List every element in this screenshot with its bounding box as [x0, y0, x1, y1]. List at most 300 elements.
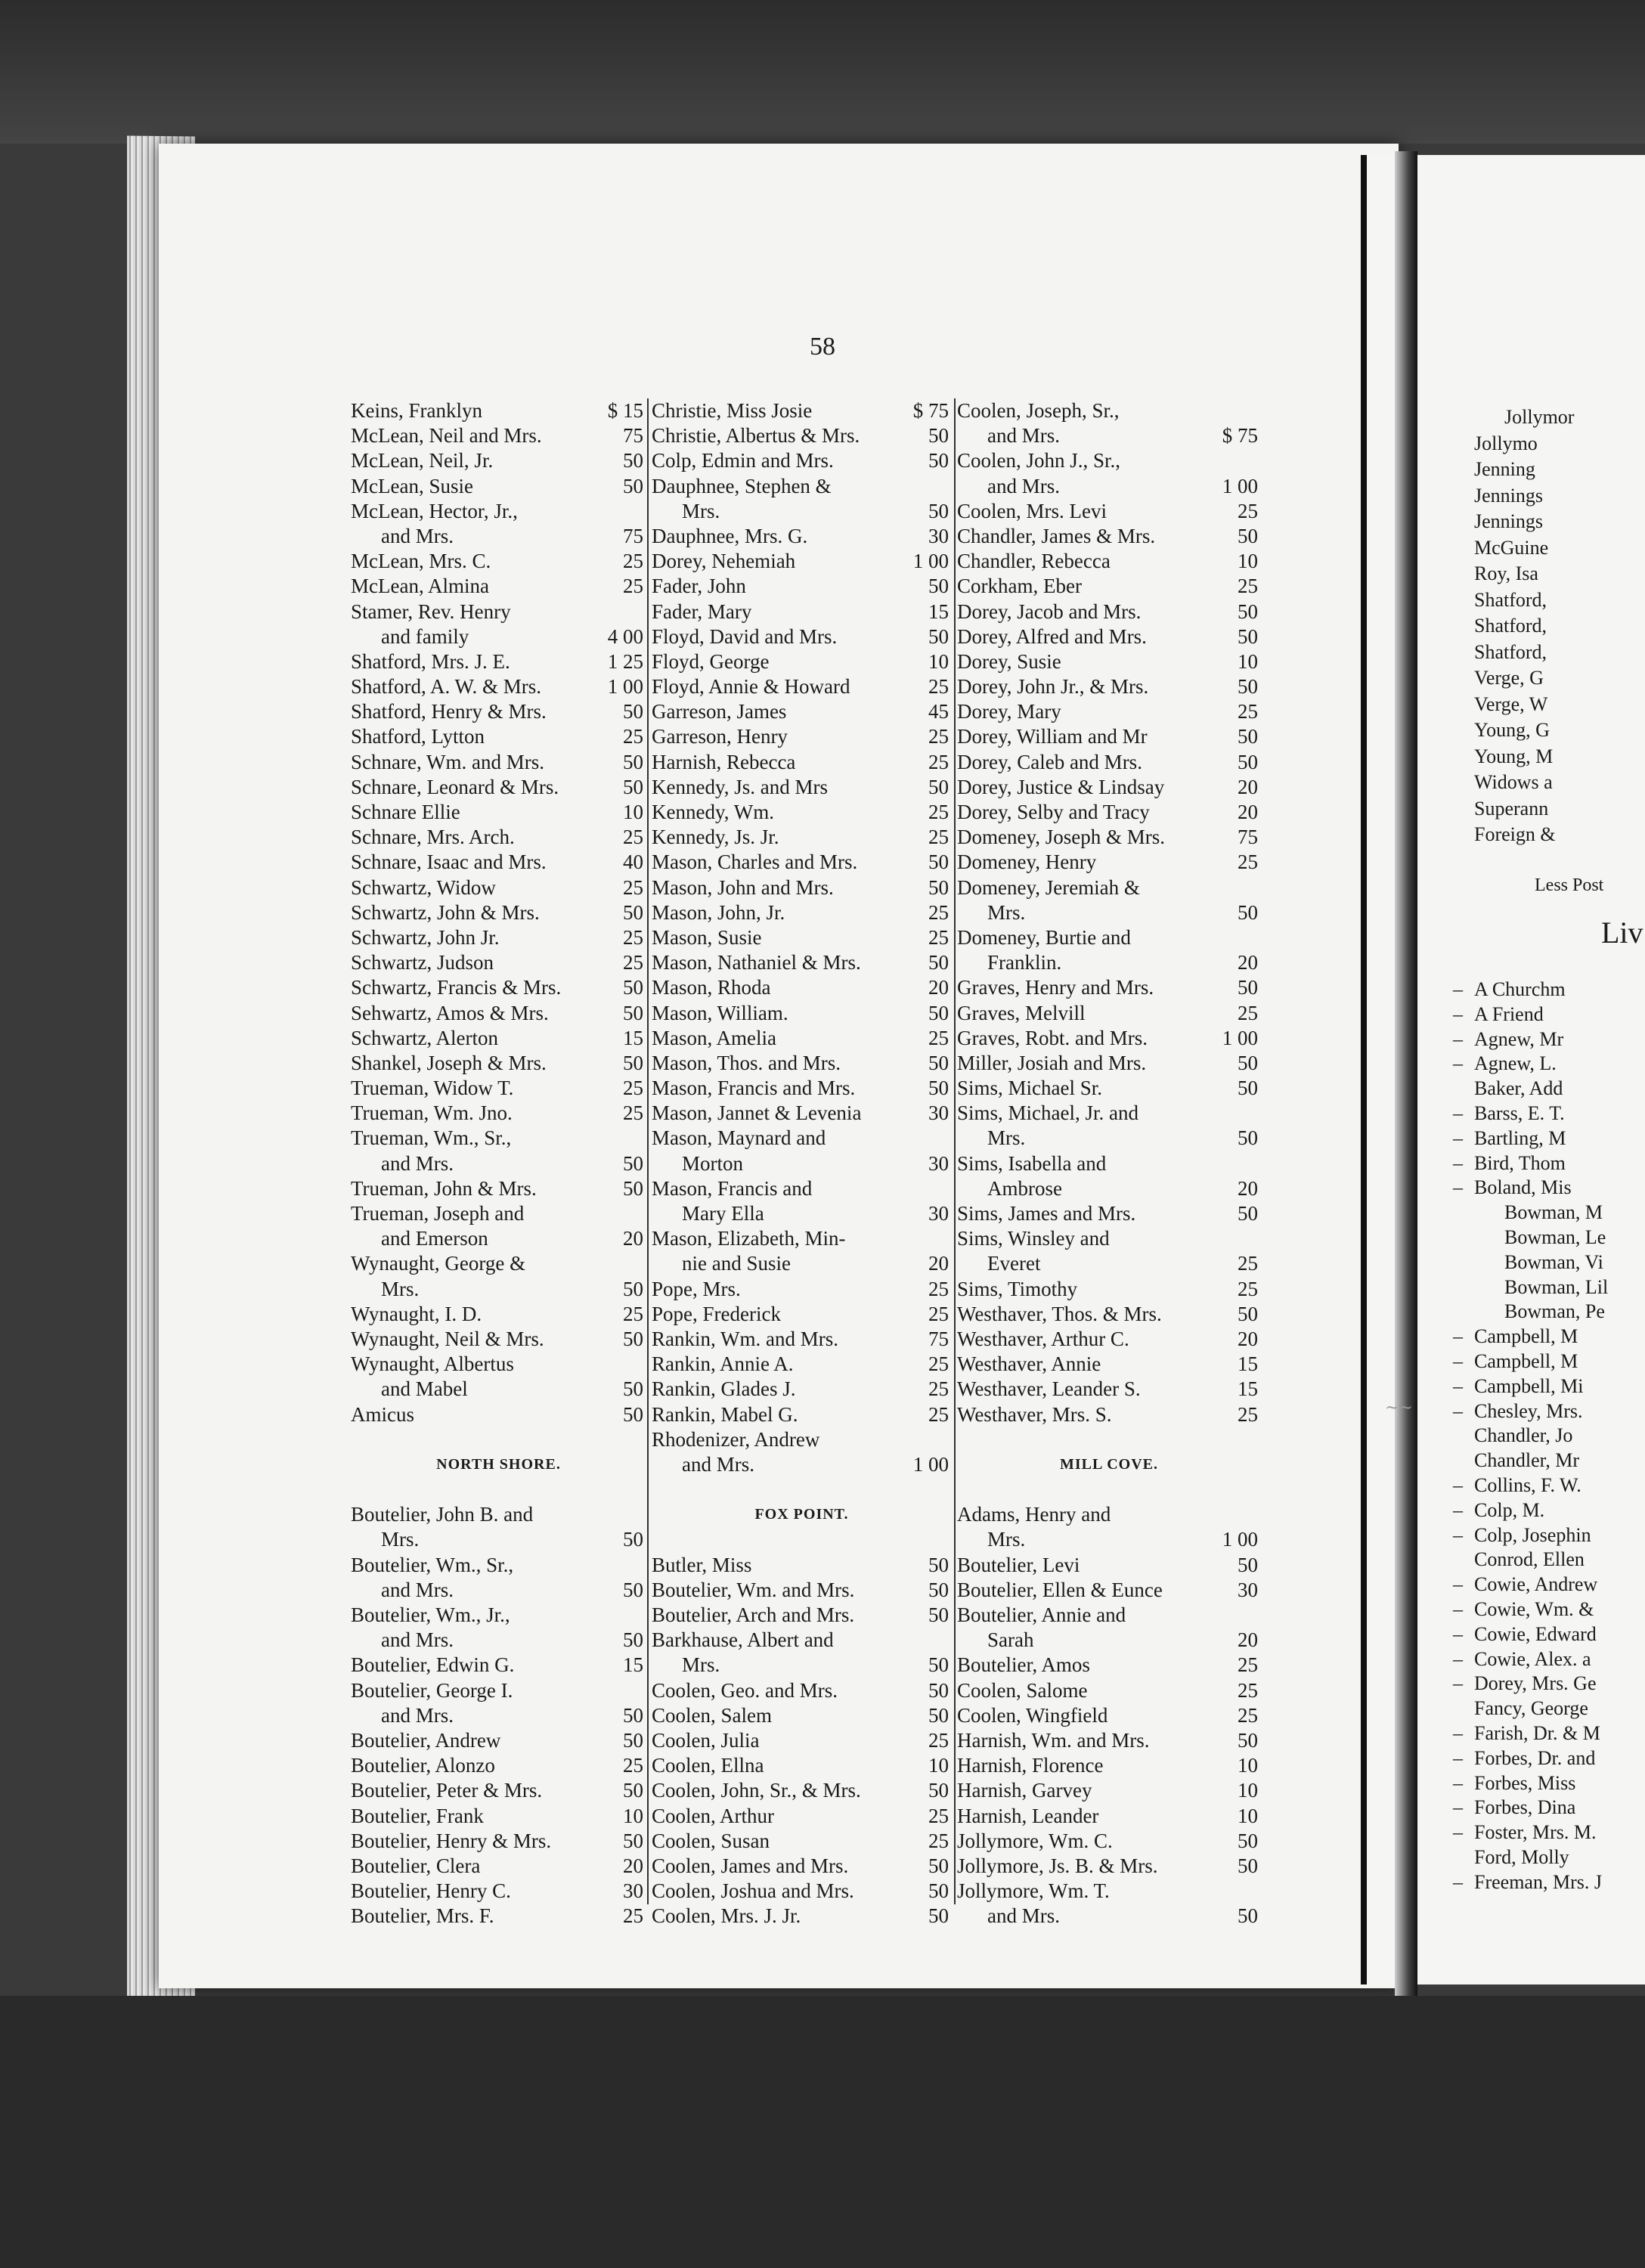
- entry-name: Domeney, Burtie and: [957, 925, 1131, 949]
- entry-amount: 25: [1238, 700, 1258, 723]
- entry-amount: 25: [928, 1377, 949, 1401]
- entry-name: Cowie, Alex. a: [1474, 1647, 1591, 1670]
- entry-name: Graves, Melvill: [957, 1001, 1086, 1024]
- entry-name: Ambrose: [987, 1176, 1062, 1200]
- entry-amount: 25: [928, 826, 949, 849]
- list-item: [957, 423, 1261, 448]
- pencil-tick-mark: –: [1453, 1176, 1463, 1199]
- list-item: [957, 1829, 1261, 1854]
- list-item: [957, 1904, 1261, 1929]
- entry-amount: 50: [623, 1377, 643, 1401]
- entry-name: Forbes, Miss: [1474, 1771, 1576, 1794]
- entry-name: Bowman, Lil: [1504, 1275, 1609, 1298]
- list-item: [957, 1026, 1261, 1051]
- entry-amount: 50: [623, 1578, 643, 1601]
- entry-amount: 50: [928, 1879, 949, 1903]
- entry-amount: 50: [928, 951, 949, 974]
- list-item: [652, 624, 952, 649]
- list-item: [351, 1226, 646, 1251]
- entry-name: Boutelier, Clera: [351, 1854, 481, 1877]
- entry-amount: 25: [928, 1277, 949, 1300]
- entry-name: Trueman, Joseph and: [351, 1202, 525, 1225]
- entry-name: Harnish, Florence: [957, 1754, 1104, 1777]
- entry-amount: 50: [623, 976, 643, 999]
- entry-amount: 10: [623, 1804, 643, 1827]
- list-item: [351, 950, 646, 975]
- entry-amount: 50: [623, 1703, 643, 1727]
- entry-amount: 50: [928, 1001, 949, 1024]
- entry-name: Harnish, Leander: [957, 1804, 1099, 1827]
- entry-name: Mason, Amelia: [652, 1026, 776, 1049]
- entry-amount: 50: [623, 1001, 643, 1024]
- list-item: [957, 1578, 1261, 1603]
- list-item: [652, 1703, 952, 1728]
- entry-name: Coolen, Joshua and Mrs.: [652, 1879, 854, 1903]
- entry-amount: 50: [1238, 624, 1258, 648]
- list-item: [652, 1026, 952, 1051]
- list-item: [652, 1477, 952, 1502]
- entry-name: Coolen, Arthur: [652, 1804, 774, 1827]
- pencil-tick-mark: –: [1453, 1573, 1463, 1596]
- entry-amount: 50: [623, 449, 643, 472]
- pencil-tick-mark: –: [1453, 1399, 1463, 1422]
- entry-name: Boutelier, Wm. and Mrs.: [652, 1578, 855, 1601]
- column-divider: [647, 398, 649, 1904]
- entry-name: McLean, Neil, Jr.: [351, 449, 494, 472]
- list-item: [652, 1753, 952, 1778]
- entry-name: Jollymor: [1504, 406, 1575, 428]
- entry-amount: 50: [1238, 675, 1258, 699]
- entry-name: Colp, M.: [1474, 1498, 1545, 1521]
- list-item: [351, 398, 646, 423]
- entry-amount: 10: [1238, 1779, 1258, 1802]
- list-item: [351, 975, 646, 1000]
- entry-name: Kennedy, Wm.: [652, 801, 774, 823]
- entry-amount: 25: [623, 725, 643, 748]
- entry-amount: 50: [928, 499, 949, 522]
- list-item: [351, 1176, 646, 1201]
- entry-amount: 30: [928, 524, 949, 547]
- entry-amount: 15: [623, 1026, 643, 1049]
- list-item: [351, 775, 646, 800]
- entry-name: Dorey, Alfred and Mrs.: [957, 624, 1147, 648]
- scan-background-bottom: [0, 1996, 1645, 2268]
- entry-amount: 25: [623, 951, 643, 974]
- entry-name: Boutelier, Alonzo: [351, 1754, 495, 1777]
- entry-name: Agnew, Mr: [1474, 1027, 1564, 1050]
- entry-name: Dorey, Jacob and Mrs.: [957, 600, 1142, 623]
- entry-amount: 20: [928, 976, 949, 999]
- entry-name: Boutelier, John B. and: [351, 1503, 534, 1526]
- list-item: [957, 1001, 1261, 1026]
- entry-name: and Emerson: [381, 1227, 488, 1250]
- list-item: [957, 1553, 1261, 1578]
- entry-name: Campbell, M: [1474, 1349, 1578, 1372]
- entry-amount: 25: [928, 1804, 949, 1827]
- entry-amount: 20: [928, 1252, 949, 1275]
- entry-name: Wynaught, Albertus: [351, 1352, 514, 1376]
- list-item: [957, 1778, 1261, 1803]
- entry-amount: 25: [928, 801, 949, 823]
- list-item: [351, 1151, 646, 1176]
- list-item: [652, 775, 952, 800]
- list-item: [351, 1854, 646, 1879]
- entry-amount: 50: [1238, 750, 1258, 773]
- entry-amount: 1 00: [912, 1452, 949, 1476]
- list-item: [957, 1277, 1261, 1302]
- entry-amount: 30: [928, 1151, 949, 1175]
- entry-name: Young, G: [1474, 719, 1550, 741]
- list-item: [351, 875, 646, 900]
- entry-name: Jollymore, Wm. C.: [957, 1829, 1113, 1852]
- entry-name: Mason, Maynard and: [652, 1126, 826, 1150]
- list-item: [957, 1427, 1261, 1452]
- entry-name: Westhaver, Arthur C.: [957, 1327, 1129, 1350]
- entry-name: Coolen, Geo. and Mrs.: [652, 1678, 838, 1702]
- pencil-tick-mark: –: [1453, 1349, 1463, 1372]
- entry-name: Colp, Josephin: [1474, 1523, 1591, 1546]
- list-item: [652, 1427, 952, 1452]
- entry-amount: 25: [928, 750, 949, 773]
- entry-amount: 25: [623, 1077, 643, 1100]
- entry-amount: 50: [928, 1854, 949, 1877]
- list-item: [652, 1452, 952, 1477]
- list-item: [652, 600, 952, 624]
- entry-amount: 75: [1238, 826, 1258, 849]
- entry-name: Boutelier, Levi: [957, 1553, 1080, 1576]
- entry-name: Harnish, Garvey: [957, 1779, 1092, 1802]
- list-item: [957, 649, 1261, 674]
- pencil-tick-mark: –: [1453, 978, 1463, 1000]
- entry-name: Everet: [987, 1252, 1041, 1275]
- entry-name: Bird, Thom: [1474, 1151, 1566, 1174]
- entry-amount: 20: [1238, 775, 1258, 798]
- section-heading: [652, 1502, 952, 1527]
- entry-name: and Mabel: [381, 1377, 468, 1401]
- column-divider: [954, 398, 956, 1904]
- entry-name: Young, M: [1474, 745, 1554, 767]
- entry-name: Boutelier, Wm., Sr.,: [351, 1553, 514, 1576]
- list-item: [957, 950, 1261, 975]
- entry-name: Pope, Frederick: [652, 1302, 781, 1325]
- entry-amount: 25: [928, 1352, 949, 1376]
- entry-name: Mason, Thos. and Mrs.: [652, 1051, 841, 1074]
- entry-name: Coolen, James and Mrs.: [652, 1854, 849, 1877]
- entry-name: Miller, Josiah and Mrs.: [957, 1051, 1147, 1074]
- entry-name: Schwartz, Francis & Mrs.: [351, 976, 562, 999]
- entry-amount: 50: [623, 1151, 643, 1175]
- entry-name: Trueman, Widow T.: [351, 1077, 514, 1100]
- entry-name: Widows a: [1474, 771, 1553, 793]
- entry-amount: 50: [623, 1528, 643, 1551]
- entry-amount: 20: [623, 1854, 643, 1877]
- entry-amount: 25: [1238, 1402, 1258, 1426]
- entry-amount: 50: [928, 1603, 949, 1626]
- list-item: [652, 900, 952, 925]
- entry-name: Coolen, Mrs. Levi: [957, 499, 1107, 522]
- entry-amount: 4 00: [607, 624, 643, 648]
- entry-name: Mason, Francis and: [652, 1176, 813, 1200]
- entry-name: and Mrs.: [381, 1703, 454, 1727]
- entry-amount: 25: [623, 575, 643, 598]
- entry-name: A Friend: [1474, 1002, 1544, 1025]
- entry-name: Boutelier, Henry & Mrs.: [351, 1829, 552, 1852]
- list-item: [652, 699, 952, 724]
- list-item: [351, 1026, 646, 1051]
- list-item: [351, 1753, 646, 1778]
- entry-name: Garreson, James: [652, 700, 787, 723]
- entry-name: Fancy, George: [1474, 1697, 1588, 1720]
- entry-name: Boutelier, Mrs. F.: [351, 1904, 494, 1928]
- list-item: [652, 1076, 952, 1101]
- pencil-tick-mark: –: [1453, 1622, 1463, 1645]
- list-item: [652, 499, 952, 524]
- entry-amount: 50: [623, 775, 643, 798]
- entry-name: Mrs.: [381, 1528, 420, 1551]
- list-item: [652, 1829, 952, 1854]
- entry-amount: 50: [623, 474, 643, 497]
- entry-amount: 50: [1238, 1126, 1258, 1150]
- entry-name: Boland, Mis: [1474, 1176, 1572, 1199]
- list-column-2: [652, 398, 952, 1929]
- entry-name: FOX POINT.: [754, 1506, 849, 1523]
- entry-amount: 50: [1238, 1728, 1258, 1752]
- pencil-tick-mark: –: [1453, 1325, 1463, 1348]
- list-item: [351, 1879, 646, 1904]
- entry-amount: 50: [1238, 600, 1258, 623]
- entry-name: Harnish, Rebecca: [652, 750, 796, 773]
- list-item: [351, 1728, 646, 1753]
- entry-name: Superann: [1474, 797, 1549, 820]
- entry-name: Trueman, Wm. Jno.: [351, 1101, 513, 1125]
- entry-amount: 50: [623, 1728, 643, 1752]
- entry-amount: 25: [623, 1302, 643, 1325]
- list-item: [652, 1402, 952, 1427]
- entry-name: Sims, Winsley and: [957, 1227, 1110, 1250]
- entry-name: Domeney, Jeremiah &: [957, 875, 1140, 899]
- entry-name: Barkhause, Albert and: [652, 1628, 834, 1652]
- entry-name: Shatford,: [1474, 640, 1547, 663]
- entry-name: Corkham, Eber: [957, 575, 1082, 598]
- section-heading: [351, 1452, 646, 1477]
- entry-name: Kennedy, Js. and Mrs: [652, 775, 828, 798]
- entry-name: Garreson, Henry: [652, 725, 788, 748]
- entry-amount: 25: [928, 1026, 949, 1049]
- entry-name: Mrs.: [987, 900, 1026, 924]
- entry-amount: 50: [928, 624, 949, 648]
- entry-name: Chesley, Mrs.: [1474, 1399, 1583, 1422]
- pencil-tick-mark: –: [1453, 1374, 1463, 1397]
- scan-background-top: [0, 0, 1645, 144]
- entry-name: Dorey, William and Mr: [957, 725, 1148, 748]
- entry-amount: 25: [623, 925, 643, 949]
- entry-name: Westhaver, Thos. & Mrs.: [957, 1302, 1162, 1325]
- list-item: [351, 448, 646, 473]
- pencil-tick-mark: –: [1453, 1002, 1463, 1025]
- list-item: [652, 1628, 952, 1653]
- entry-name: Shatford, Henry & Mrs.: [351, 700, 547, 723]
- entry-amount: 1 00: [1222, 1026, 1258, 1049]
- list-item: [351, 524, 646, 549]
- entry-amount: 50: [928, 1703, 949, 1727]
- entry-amount: 30: [623, 1879, 643, 1903]
- list-item: [652, 1151, 952, 1176]
- entry-amount: 50: [623, 750, 643, 773]
- entry-name: Jollymo: [1474, 432, 1538, 454]
- entry-name: and Mrs.: [987, 474, 1060, 497]
- list-item: [652, 1051, 952, 1076]
- pencil-tick-mark: –: [1453, 1771, 1463, 1794]
- entry-name: Mary Ella: [682, 1202, 764, 1225]
- list-item: [351, 674, 646, 699]
- list-item: [957, 1151, 1261, 1176]
- entry-name: Baker, Add: [1474, 1077, 1563, 1100]
- list-item: [351, 1578, 646, 1603]
- list-item: [652, 1327, 952, 1352]
- entry-amount: 50: [623, 1628, 643, 1652]
- list-item: [351, 1001, 646, 1026]
- entry-name: Mrs.: [682, 499, 720, 522]
- entry-amount: 25: [623, 826, 643, 849]
- pencil-tick-mark: –: [1453, 1523, 1463, 1546]
- pencil-tick-mark: –: [1453, 1101, 1463, 1124]
- page-number: 58: [810, 333, 835, 361]
- entry-amount: 40: [623, 850, 643, 874]
- entry-name: Boutelier, Wm., Jr.,: [351, 1603, 510, 1626]
- entry-name: Campbell, M: [1474, 1325, 1578, 1348]
- entry-amount: 25: [1238, 1001, 1258, 1024]
- list-item: [351, 600, 646, 624]
- entry-name: Mason, Jannet & Levenia: [652, 1101, 862, 1125]
- list-item: [652, 1251, 952, 1276]
- pencil-tick-mark: –: [1453, 1796, 1463, 1819]
- list-item: [957, 1502, 1261, 1527]
- entry-name: Mrs.: [381, 1277, 420, 1300]
- pencil-tick-mark: –: [1453, 1052, 1463, 1075]
- entry-amount: 45: [928, 700, 949, 723]
- entry-amount: 25: [928, 675, 949, 699]
- entry-name: Schnare, Isaac and Mrs.: [351, 850, 547, 874]
- entry-amount: 50: [1238, 1553, 1258, 1576]
- entry-name: Jennings: [1474, 484, 1543, 507]
- entry-amount: 10: [1238, 649, 1258, 673]
- entry-name: Boutelier, Amos: [957, 1653, 1090, 1677]
- entry-name: Morton: [682, 1151, 743, 1175]
- entry-name: Schwartz, John & Mrs.: [351, 900, 540, 924]
- entry-amount: 25: [1238, 575, 1258, 598]
- entry-name: Boutelier, Andrew: [351, 1728, 501, 1752]
- pencil-tick-mark: –: [1453, 1027, 1463, 1050]
- entry-name: Forbes, Dr. and: [1474, 1746, 1596, 1769]
- entry-name: McLean, Mrs. C.: [351, 550, 491, 573]
- entry-name: Rankin, Glades J.: [652, 1377, 796, 1401]
- list-item: [652, 674, 952, 699]
- entry-name: Mason, William.: [652, 1001, 788, 1024]
- entry-name: Floyd, Annie & Howard: [652, 675, 850, 699]
- entry-name: McGuine: [1474, 536, 1549, 559]
- list-item: [652, 1302, 952, 1327]
- entry-name: Coolen, Julia: [652, 1728, 760, 1752]
- entry-amount: 25: [623, 875, 643, 899]
- list-item: [957, 925, 1261, 950]
- list-item: [957, 1352, 1261, 1377]
- entry-name: Mrs.: [987, 1528, 1026, 1551]
- entry-amount: 25: [1238, 850, 1258, 874]
- list-item: [957, 1728, 1261, 1753]
- list-item: [957, 398, 1261, 423]
- list-item: [957, 499, 1261, 524]
- entry-name: Schnare Ellie: [351, 801, 460, 823]
- entry-amount: 30: [1238, 1578, 1258, 1601]
- list-item: [351, 1804, 646, 1829]
- list-item: [351, 474, 646, 499]
- entry-name: Campbell, Mi: [1474, 1374, 1584, 1397]
- entry-name: Stamer, Rev. Henry: [351, 600, 511, 623]
- list-item: [957, 699, 1261, 724]
- entry-amount: 50: [623, 1829, 643, 1852]
- entry-amount: 50: [928, 1653, 949, 1677]
- entry-name: Schwartz, Judson: [351, 951, 494, 974]
- entry-amount: 50: [623, 1277, 643, 1300]
- entry-name: Floyd, David and Mrs.: [652, 624, 838, 648]
- entry-name: Domeney, Joseph & Mrs.: [957, 826, 1165, 849]
- entry-amount: 50: [623, 1779, 643, 1802]
- entry-name: Shatford,: [1474, 615, 1547, 637]
- entry-name: Rankin, Wm. and Mrs.: [652, 1327, 838, 1350]
- entry-name: Shatford, Mrs. J. E.: [351, 649, 510, 673]
- list-item: [351, 1076, 646, 1101]
- list-item: [351, 423, 646, 448]
- entry-name: Bowman, Le: [1504, 1225, 1606, 1248]
- entry-name: Coolen, Joseph, Sr.,: [957, 399, 1120, 422]
- list-item: [957, 1402, 1261, 1427]
- entry-amount: 20: [1238, 1628, 1258, 1652]
- list-item: [652, 1854, 952, 1879]
- entry-name: Ford, Molly: [1474, 1845, 1569, 1868]
- entry-amount: 50: [1238, 1904, 1258, 1928]
- entry-amount: 50: [1238, 725, 1258, 748]
- entry-name: Farish, Dr. & M: [1474, 1721, 1600, 1744]
- entry-amount: 50: [623, 700, 643, 723]
- entry-name: Mason, Elizabeth, Min-: [652, 1227, 846, 1250]
- list-item: [957, 674, 1261, 699]
- entry-name: Schwartz, Alerton: [351, 1026, 498, 1049]
- list-item: [351, 1277, 646, 1302]
- entry-name: Wynaught, Neil & Mrs.: [351, 1327, 544, 1350]
- list-item: [652, 1201, 952, 1226]
- entry-name: Chandler, Jo: [1474, 1424, 1573, 1447]
- list-item: [652, 524, 952, 549]
- entry-name: Wynaught, George &: [351, 1252, 526, 1275]
- list-item: [351, 900, 646, 925]
- list-item: [351, 750, 646, 775]
- entry-name: Floyd, George: [652, 649, 770, 673]
- entry-amount: 50: [928, 1779, 949, 1802]
- list-column-1: [351, 398, 646, 1929]
- entry-amount: $ 15: [607, 399, 643, 422]
- entry-amount: 25: [928, 1829, 949, 1852]
- list-item: [652, 1728, 952, 1753]
- entry-amount: 25: [928, 900, 949, 924]
- entry-amount: 50: [928, 1904, 949, 1928]
- entry-name: Graves, Robt. and Mrs.: [957, 1026, 1148, 1049]
- entry-name: Foster, Mrs. M.: [1474, 1821, 1597, 1844]
- pencil-tick-mark: –: [1453, 1721, 1463, 1744]
- entry-name: Boutelier, Ellen & Eunce: [957, 1578, 1163, 1601]
- list-item: [351, 1502, 646, 1527]
- entry-amount: 10: [1238, 1754, 1258, 1777]
- list-item: [652, 1527, 952, 1552]
